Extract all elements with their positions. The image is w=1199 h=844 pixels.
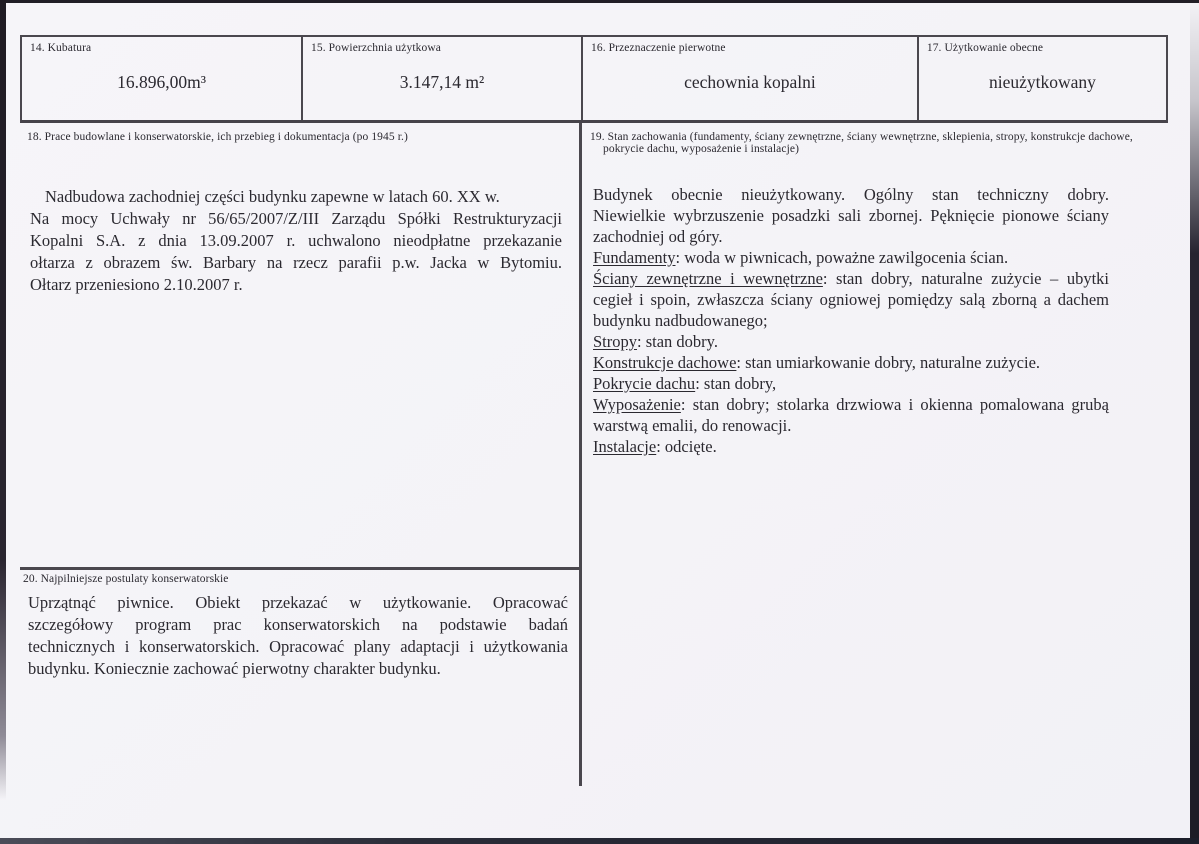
text-line: budynku. Koniecznie zachować pierwotny charakter budynku. bbox=[28, 659, 441, 678]
underlined-term: Fundamenty bbox=[593, 248, 676, 267]
field-14-label: 14. Kubatura bbox=[30, 42, 92, 54]
text-line: Uprzątnąć piwnice. Obiekt przekazać w użytkowanie. Opracować bbox=[28, 593, 568, 612]
line-text: budynku nadbudowanego; bbox=[593, 311, 768, 330]
text-line bbox=[593, 373, 1109, 394]
scan-edge-top bbox=[0, 0, 1199, 3]
line-text: cegieł i spoin, zwłaszcza ściany ogniowej pomiędzy salą zborną a dachem bbox=[593, 290, 1109, 309]
field-19-text bbox=[593, 184, 1109, 457]
line-text: : woda w piwnicach, poważne zawilgocenia ścian. bbox=[675, 248, 1009, 267]
field-16-label: 16. Przeznaczenie pierwotne bbox=[591, 42, 726, 54]
text-line bbox=[593, 226, 1109, 247]
text-line bbox=[593, 268, 1109, 289]
field-15-powierzchnia bbox=[303, 37, 583, 120]
underlined-term: Konstrukcje dachowe bbox=[593, 353, 737, 372]
field-18-label: 18. Prace budowlane i konserwatorskie, ich przebieg i dokumentacja (po 1945 r.) bbox=[27, 131, 408, 143]
field-14-kubatura bbox=[22, 37, 303, 120]
line-text: : stan dobry. bbox=[637, 332, 718, 351]
underlined-term: Pokrycie dachu bbox=[593, 374, 696, 393]
field-19-label-line1: 19. Stan zachowania (fundamenty, ściany zewnętrzne, ściany wewnętrzne, sklepienia, stropy, konstrukcje dachowe, bbox=[590, 131, 1133, 143]
scan-edge-bottom bbox=[0, 838, 1199, 844]
text-line bbox=[593, 184, 1109, 205]
line-text: : stan dobry; stolarka drzwiowa i okienna pomalowana grubą bbox=[680, 395, 1109, 414]
text-line: szczegółowy program prac konserwatorskich na podstawie badań bbox=[28, 615, 568, 634]
column-divider-line bbox=[579, 123, 582, 786]
text-line bbox=[593, 310, 1109, 331]
line-text: : stan dobry, bbox=[695, 374, 777, 393]
field-20-divider-line bbox=[20, 567, 579, 570]
line-text: warstwą emalii, do renowacji. bbox=[593, 416, 792, 435]
top-fields-row bbox=[20, 35, 1168, 123]
text-line: technicznych i konserwatorskich. Opracować plany adaptacji i użytkowania bbox=[28, 637, 568, 656]
field-20-text bbox=[28, 592, 568, 680]
field-20-label: 20. Najpilniejsze postulaty konserwatorskie bbox=[23, 573, 229, 585]
text-line bbox=[593, 415, 1109, 436]
text-line bbox=[593, 289, 1109, 310]
field-16-przeznaczenie bbox=[583, 37, 919, 120]
field-14-value: 16.896,00m³ bbox=[117, 72, 206, 92]
text-line: Na mocy Uchwały nr 56/65/2007/Z/III Zarządu Spółki Restrukturyzacji bbox=[30, 209, 562, 228]
field-17-value: nieużytkowany bbox=[988, 72, 1096, 92]
text-line: Ołtarz przeniesiono 2.10.2007 r. bbox=[30, 275, 243, 294]
field-17-uzytkowanie bbox=[919, 37, 1166, 120]
text-line: Nadbudowa zachodniej części budynku zapewne w latach 60. XX w. bbox=[45, 187, 500, 206]
field-15-value: 3.147,14 m² bbox=[399, 72, 485, 92]
field-18-text bbox=[30, 186, 562, 296]
underlined-term: Stropy bbox=[593, 332, 638, 351]
text-line bbox=[593, 205, 1109, 226]
field-17-label: 17. Użytkowanie obecne bbox=[926, 42, 1044, 54]
line-text: : stan dobry, naturalne zużycie – ubytki bbox=[822, 269, 1109, 288]
text-line bbox=[593, 394, 1109, 415]
text-line bbox=[593, 352, 1109, 373]
scan-edge-left bbox=[0, 0, 6, 800]
field-15-label: 15. Powierzchnia użytkowa bbox=[311, 42, 441, 54]
underlined-term: Wyposażenie bbox=[593, 395, 681, 414]
line-text: Niewielkie wybrzuszenie posadzki sali zbornej. Pęknięcie pionowe ściany bbox=[593, 206, 1109, 225]
line-text: zachodniej od góry. bbox=[593, 227, 723, 246]
text-line bbox=[593, 247, 1109, 268]
field-16-value: cechownia kopalni bbox=[684, 72, 816, 92]
text-line: ołtarza z obrazem św. Barbary na rzecz parafii p.w. Jacka w Bytomiu. bbox=[30, 253, 562, 272]
line-text: : stan umiarkowanie dobry, naturalne zużycie. bbox=[736, 353, 1041, 372]
scan-edge-right bbox=[1190, 0, 1199, 844]
text-line: Kopalni S.A. z dnia 13.09.2007 r. uchwalono nieodpłatne przekazanie bbox=[30, 231, 562, 250]
text-line bbox=[593, 436, 1109, 457]
line-text: Budynek obecnie nieużytkowany. Ogólny stan techniczny dobry. bbox=[593, 185, 1109, 204]
underlined-term: Instalacje bbox=[593, 437, 657, 456]
underlined-term: Ściany zewnętrzne i wewnętrzne bbox=[593, 269, 823, 288]
line-text: : odcięte. bbox=[656, 437, 717, 456]
field-19-label-line2: pokrycie dachu, wyposażenie i instalacje) bbox=[603, 143, 800, 155]
field-19-label bbox=[590, 131, 1150, 155]
text-line bbox=[593, 331, 1109, 352]
